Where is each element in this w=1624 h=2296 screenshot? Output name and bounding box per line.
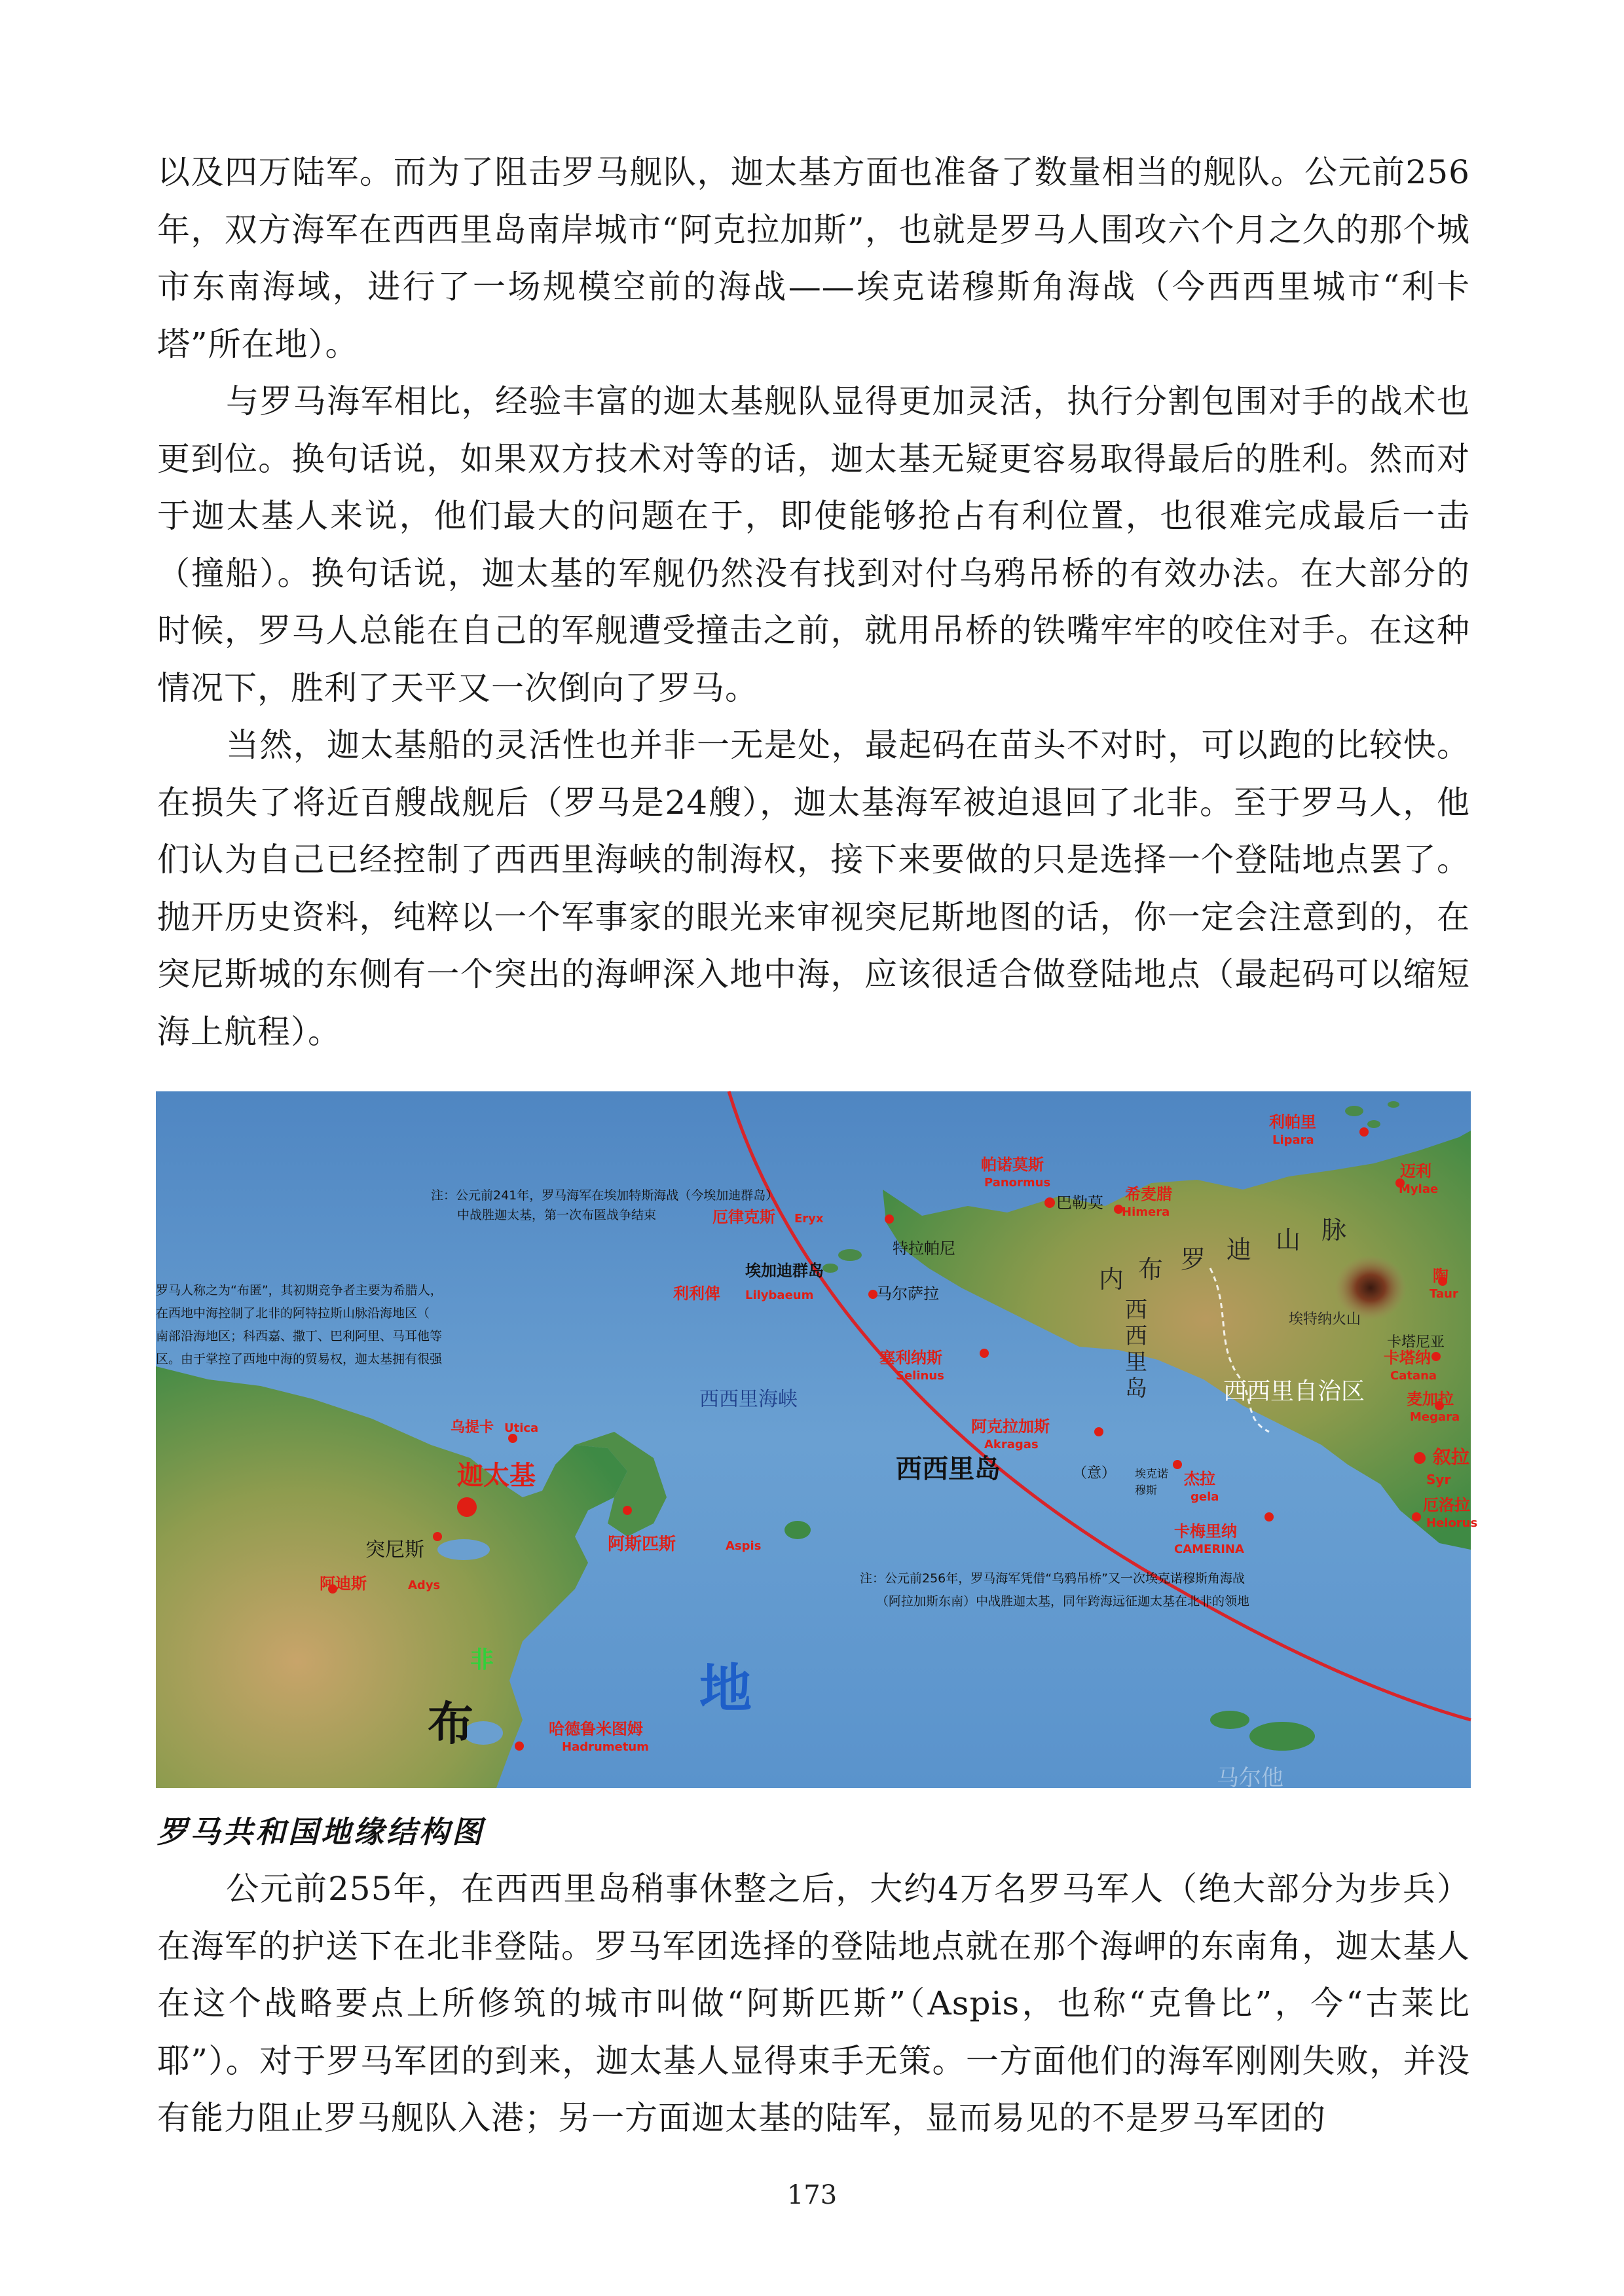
malta-island [1210,1711,1249,1729]
city-label: 卡梅里纳 [1174,1522,1237,1540]
city-label-en: Megara [1410,1410,1460,1424]
map-figure [156,1091,1478,1791]
sicily-vertical-label: 西 [1125,1323,1147,1349]
city-label: 突尼斯 [365,1539,424,1561]
city-label: 杰拉 [1184,1470,1215,1488]
city-label: 阿迪斯 [320,1575,367,1593]
paragraph: 当然，迦太基船的灵活性也并非一无是处，最起码在苗头不对时，可以跑的比较快。在损失了将近百艘战舰后（罗马是24艘），迦太基海军被迫退回了北非。至于罗马人，他们认为自己已经控制了西西里海峡的制海权，接下来要做的只是选择一个登陆地点罢了。抛开历史资料，纯粹以一个军事家的眼光来审视突尼斯地图的话，你一定会注意到的，在突尼斯城的东侧有一个突出的海岬深入地中海，应该很适合做登陆地点（最起码可以缩短海上航程）。 [157,726,1470,1051]
map-note-left: 南部沿海地区；科西嘉、撒丁、巴利阿里、马耳他等 [156,1329,443,1343]
city-label-en: Mylae [1399,1182,1439,1196]
figure-caption: 罗马共和国地缘结构图 [157,1814,485,1850]
sicily-vertical-label: 西 [1125,1297,1147,1323]
city-label: 埃加迪群岛 [745,1262,824,1280]
africa-char: 非 [470,1647,494,1673]
city-label-en: Adys [408,1578,441,1592]
mountain-label: 内 [1099,1265,1124,1294]
city-label: 陶 [1433,1267,1449,1285]
city-label: 叙拉 [1433,1446,1470,1468]
watermark: 马尔他 [1217,1765,1283,1791]
sicily-vertical-label: 里 [1125,1349,1147,1376]
etna-volcano [1335,1255,1407,1321]
city-label: 希麦腊 [1125,1185,1172,1203]
city-label-en: Helorus [1426,1516,1478,1530]
city-label: 迦太基 [457,1461,536,1491]
map-image [156,1091,1478,1791]
city-label: 乌提卡 [451,1419,494,1436]
city-label-en: Aspis [726,1539,762,1553]
city-label: 麦加拉 [1407,1390,1454,1408]
city-label: 卡塔尼亚 [1387,1334,1445,1351]
city-label-en: Lipara [1272,1133,1314,1147]
strait-label: 西西里海峡 [699,1388,798,1411]
body-text-bottom [157,1861,1470,2147]
autonomy-label: 西西里自治区 [1223,1378,1365,1405]
paragraph: 公元前255年，在西西里岛稍事休整之后，大约4万名罗马军人（绝大部分为步兵）在海军的护送下在北非登陆。罗马军团选择的登陆地点就在那个海岬的东南角，迦太基人在这个战略要点上所修筑的城市叫做“阿斯匹斯”（Aspis，也称“克鲁比”，今“古莱比耶”）。对于罗马军团的到来，迦太基人显得束手无策。一方面他们的海军刚刚失败，并没有能力阻止罗马舰队入港；另一方面迦太基的陆军，显而易见的不是罗马军团的 [157,1870,1470,2137]
city-label: 埃克诺 [1135,1468,1168,1481]
city-label: 厄律克斯 [712,1208,775,1226]
map-note-left: 罗马人称之为“布匿”，其初期竞争者主要为希腊人， [156,1283,443,1298]
city-label: 利利俾 [673,1285,720,1303]
etna-label: 埃特纳火山 [1289,1311,1361,1328]
city-label-en: Catana [1390,1369,1437,1383]
mountain-label: 布 [1138,1255,1164,1284]
africa-char: 布 [428,1697,473,1751]
city-label-en: Eryx [794,1212,824,1226]
map-note-bottom: （阿拉加斯东南）中战胜迦太基，同年跨海远征迦太基在北非的领地 [876,1594,1250,1609]
city-label: 利帕里 [1269,1113,1316,1131]
map-note-top: 注：公元前241年，罗马海军在埃加特斯海战（今埃加迪群岛） [431,1188,779,1203]
mountain-label: 迪 [1227,1235,1252,1264]
city-label-en: Lilybaeum [745,1288,814,1302]
city-label-en: Akragas [984,1438,1039,1451]
city-label: 阿克拉加斯 [971,1417,1050,1436]
island-label: 西西里岛 [896,1454,1001,1484]
city-label: 穆斯 [1135,1484,1157,1497]
city-label: 特拉帕尼 [893,1239,955,1258]
city-label-en: Taur [1430,1287,1458,1301]
city-label-en: gela [1190,1490,1219,1504]
city-label-en: CAMERINA [1174,1542,1244,1556]
city-label-en: Selinus [896,1369,944,1383]
city-label-en: Himera [1122,1205,1170,1219]
city-label: 阿斯匹斯 [608,1535,676,1554]
map-note-left: 在西地中海控制了北非的阿特拉斯山脉沿海地区（ [156,1306,430,1321]
body-text-top [157,144,1470,1061]
map-note-left: 区。由于掌控了西地中海的贸易权，迦太基拥有很强 [156,1352,443,1366]
paragraph: 以及四万陆军。而为了阻击罗马舰队，迦太基方面也准备了数量相当的舰队。公元前256年，双方海军在西西里岛南岸城市“阿克拉加斯”，也就是罗马人围攻六个月之久的那个城市东南海域，进行了一场规模空前的海战——埃克诺穆斯角海战（今西西里城市“利卡塔”所在地）。 [157,153,1470,363]
city-label: 帕诺莫斯 [981,1156,1044,1174]
island-suffix-label: （意） [1073,1465,1116,1482]
mediterranean-char: 地 [699,1658,752,1719]
city-label: 卡塔纳 [1384,1349,1431,1367]
map-note-bottom: 注：公元前256年，罗马海军凭借“乌鸦吊桥”又一次埃克诺穆斯角海战 [860,1571,1245,1586]
city-label-en: Hadrumetum [562,1740,649,1754]
mountain-label: 脉 [1321,1216,1347,1245]
city-label: 厄洛拉 [1423,1496,1470,1514]
city-label: 迈利 [1400,1162,1431,1180]
mountain-label: 山 [1276,1226,1301,1254]
mountain-label: 罗 [1181,1245,1206,1274]
city-label-en: Panormus [984,1176,1051,1190]
city-label: 马尔萨拉 [876,1285,939,1303]
city-label: 巴勒莫 [1056,1194,1103,1212]
city-label-en: Utica [504,1421,539,1435]
map-note-top: 中战胜迦太基，第一次布匿战争结束 [457,1208,657,1222]
city-label: 哈德鲁米图姆 [549,1720,643,1738]
sicily-vertical-label: 岛 [1125,1376,1147,1402]
page-number: 173 [786,2180,838,2210]
city-label: 塞利纳斯 [879,1349,942,1367]
paragraph: 与罗马海军相比，经验丰富的迦太基舰队显得更加灵活，执行分割包围对手的战术也更到位。换句话说，如果双方技术对等的话，迦太基无疑更容易取得最后的胜利。然而对于迦太基人来说，他们最大的问题在于，即使能够抢占有利位置，也很难完成最后一击（撞船）。换句话说，迦太基的军舰仍然没有找到对付乌鸦吊桥的有效办法。在大部分的时候，罗马人总能在自己的军舰遭受撞击之前，就用吊桥的铁嘴牢牢的咬住对手。在这种情况下，胜利了天平又一次倒向了罗马。 [157,382,1470,707]
city-label-en: Syr [1426,1472,1451,1487]
